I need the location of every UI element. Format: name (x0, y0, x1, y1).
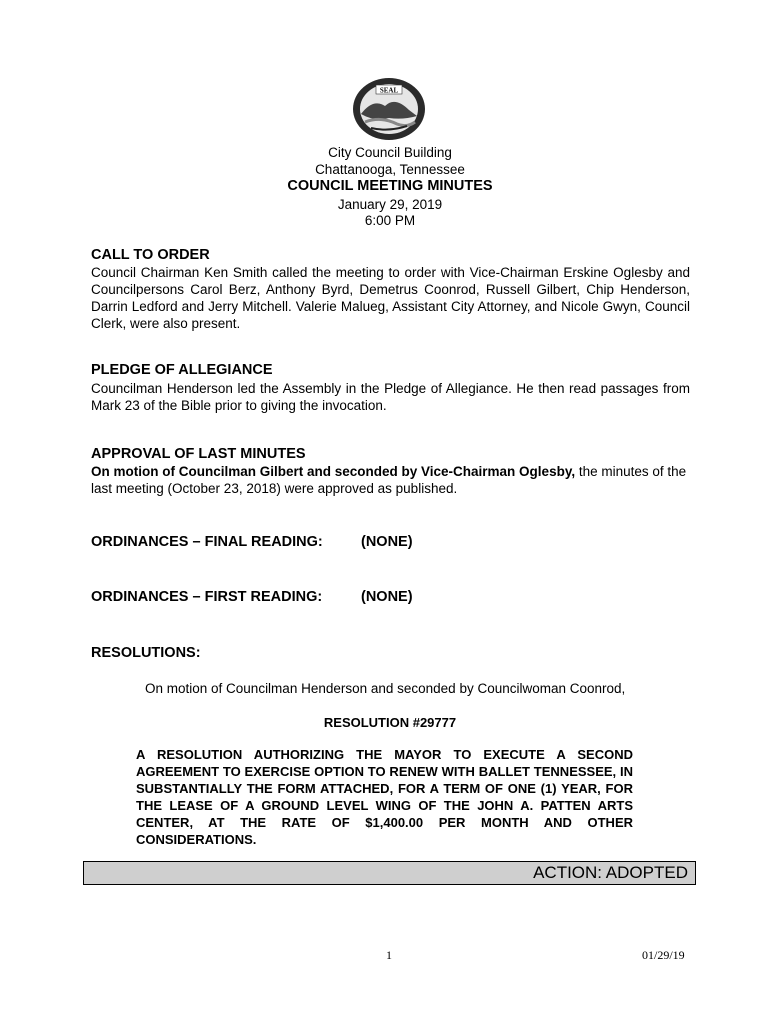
call-to-order-text: Council Chairman Ken Smith called the meeting to order with Vice-Chairman Erskine Oglesby and Councilpersons Carol Berz, Anthony Byrd, Demetrus Coonrod, Russell Gilbert, Chip Henderson, Darrin Ledford and Jerry Mitchell. Valerie Malueg, Assistant City Attorney, and Nicole Gwyn, Council Clerk, were also present. (91, 265, 690, 331)
approval-result: the minutes of the last meeting (October 23, 2018) were approved as published. (91, 464, 687, 496)
resolution-text: A RESOLUTION AUTHORIZING THE MAYOR TO EXECUTE A SECOND AGREEMENT TO EXERCISE OPTION TO RENEW WITH BALLET TENNESSEE, IN SUBSTANTIALLY THE FORM ATTACHED, FOR A TERM OF ONE (1) YEAR, FOR THE LEASE OF A GROUND LEVEL WING OF THE JOHN A. PATTEN ARTS CENTER, AT THE RATE OF $1,400.00 PER MONTH AND OTHER CONSIDERATIONS. (136, 747, 633, 847)
page-number: 1 (386, 948, 392, 962)
document-title: COUNCIL MEETING MINUTES (287, 178, 493, 194)
approval-text (91, 463, 690, 497)
ordinances-final-heading: ORDINANCES – FINAL READING: (91, 534, 323, 550)
meeting-time: 6:00 PM (364, 213, 416, 228)
resolutions-heading: RESOLUTIONS: (91, 645, 201, 661)
meeting-date: January 29, 2019 (337, 197, 443, 212)
approval-heading: APPROVAL OF LAST MINUTES (91, 446, 306, 462)
ordinances-first-value: (NONE) (361, 589, 413, 605)
ordinances-first-heading: ORDINANCES – FIRST READING: (91, 589, 323, 605)
resolution-motion: On motion of Councilman Henderson and seconded by Councilwoman Coonrod, (145, 681, 626, 696)
city-name: Chattanooga, Tennessee (315, 162, 465, 177)
building-name: City Council Building (328, 145, 452, 160)
ordinances-final-value: (NONE) (361, 534, 413, 550)
resolution-number: RESOLUTION #29777 (323, 715, 457, 730)
call-to-order-heading: CALL TO ORDER (91, 247, 210, 263)
footer-date: 01/29/19 (642, 948, 685, 962)
pledge-text: Councilman Henderson led the Assembly in the Pledge of Allegiance. He then read passages from Mark 23 of the Bible prior to giving the invocation. (91, 381, 690, 413)
action-status: ACTION: ADOPTED (533, 863, 688, 882)
pledge-heading: PLEDGE OF ALLEGIANCE (91, 362, 273, 378)
city-seal-logo (351, 76, 427, 142)
svg-text:SEAL: SEAL (379, 86, 399, 95)
action-bar (83, 861, 696, 885)
approval-motion: On motion of Councilman Gilbert and seconded by Vice-Chairman Oglesby, (91, 464, 576, 479)
